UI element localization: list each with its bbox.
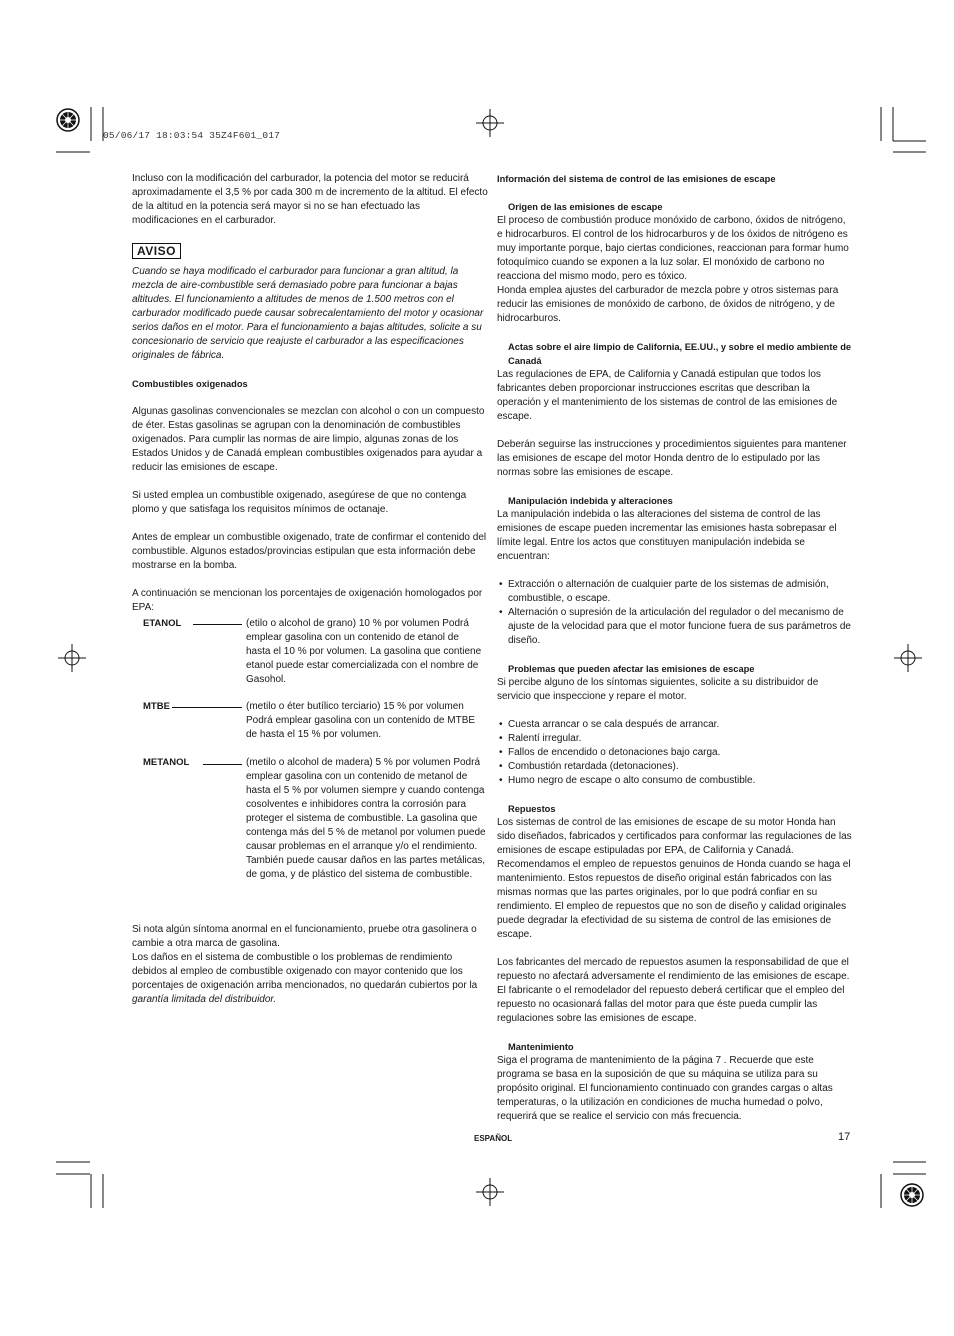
repuestos-paragraph-1: Los sistemas de control de las emisiones de escape de su motor Honda han sido diseñados, fabricados y certificados para conformar las regulaciones de las emisiones de escape estipuladas por EPA, de California y Canadá. Recomendamos el empleo de repuestos genuinos de Honda cuando se haga el mantenimiento. Estos repuestos de diseño original están fabricados con las mismas normas que las partes originales, por lo que podrá confiar en su rendimiento. El empleo de repuestos que no son de diseño y calidad originales puede degradar la efectividad de su sistema de control de las emisiones de escape.: [497, 817, 852, 940]
fuel-name-metanol: METANOL: [143, 757, 190, 768]
manip-paragraph: La manipulación indebida o las alteraciones del sistema de control de las emisiones de escape pueden incrementar las emisiones hasta sobrepasar el límite legal. Entre los actos que constituyen manipulación indebida se encuentran:: [497, 509, 837, 562]
actas-paragraph-2: Deberán seguirse las instrucciones y procedimientos siguientes para mantener las emisiones de escape del motor Honda dentro de lo estipulado por las normas sobre las emisiones de escape.: [497, 439, 847, 478]
oxy-paragraph-4: A continuación se mencionan los porcentajes de oxigenación homologados por EPA:: [132, 588, 483, 613]
oxy-paragraph-1: Algunas gasolinas convencionales se mezclan con alcohol o con un compuesto de éter. Estas gasolinas se agrupan con la denominación de combustibles oxigenados. Para cumplir las normas de aire limpio, algunas zonas de los Estados Unidos y de Canadá emplean combustibles oxigenados para ayudar a reducir las emisiones de escape.: [132, 406, 485, 473]
left-column: [132, 172, 488, 615]
final-paragraph-2: [132, 951, 488, 1007]
oxy-paragraph-2: Si usted emplea un combustible oxigenado, asegúrese de que no contenga plomo y que satisfaga los requisitos mínimos de octanaje.: [132, 490, 467, 515]
problemas-bullet: • Ralentí irregular.: [497, 732, 853, 746]
repuestos-paragraph-2: Los fabricantes del mercado de repuestos asumen la responsabilidad de que el repuesto no afectará adversamente el rendimiento de las emisiones de escape. El fabricante o el remodelador del repuesto deberá certificar que el empleo del repuesto no ocasionará fallas del motor para que éste pueda cumplir las regulaciones sobre las emisiones de escape.: [497, 957, 850, 1024]
right-column: [497, 172, 853, 1124]
aviso-label: AVISO: [132, 243, 181, 259]
manip-bullet: • Extracción o alternación de cualquier parte de los sistemas de admisión, combustible, o escape.: [497, 578, 853, 606]
page-number: 17: [838, 1131, 851, 1143]
fuel-name-mtbe: MTBE: [143, 701, 170, 712]
oxy-heading: Combustibles oxigenados: [132, 379, 248, 389]
starburst-mark-top-left: [57, 109, 79, 131]
fuel-text-mtbe: (metilo o éter butílico terciario) 15 % por volumen Podrá emplear gasolina con un contenido de MTBE de hasta el 15 % por volumen.: [246, 701, 476, 740]
aviso-text: Cuando se haya modificado el carburador para funcionar a gran altitud, la mezcla de aire-combustible será demasiado pobre para funcionar a bajas altitudes. El funcionamiento a altitudes de menos de 1.500 metros con el carburador modificado puede causar sobrecalentamiento del motor y ocasionar serios daños en el motor. Para el funcionamiento a bajas altitudes, solicite a su concesionario de servicio que reajuste el carburador a las especificaciones originales de fábrica.: [132, 266, 484, 361]
mantenimiento-paragraph: Siga el programa de mantenimiento de la página 7 . Recuerde que este programa se basa en la suposición de que su máquina se utiliza para su propósito original. El funcionamiento continuado con grandes cargas o altas temperaturas, o la utilización en condiciones de mucha humedad o polvo, requerirá que se realice el servicio con más frecuencia.: [497, 1055, 833, 1122]
repuestos-heading: Repuestos: [508, 804, 556, 814]
starburst-mark-bottom-right: [901, 1184, 923, 1206]
print-stamp: 05/06/17 18:03:54 35Z4F601_017: [103, 130, 281, 141]
problemas-bullet: • Humo negro de escape o alto consumo de combustible.: [497, 774, 853, 788]
problemas-bullet: • Fallos de encendido o detonaciones bajo carga.: [497, 746, 853, 760]
problemas-bullet: • Combustión retardada (detonaciones).: [497, 760, 853, 774]
actas-paragraph-1: Las regulaciones de EPA, de California y Canadá estipulan que todos los fabricantes deben proporcionar instrucciones escritas que describan la operación y el mantenimiento de los sistemas de control de las emisiones de escape.: [497, 369, 838, 422]
actas-heading: Actas sobre el aire limpio de California, EE.UU., y sobre el medio ambiente de Canadá: [508, 342, 852, 366]
manip-heading: Manipulación indebida y alteraciones: [508, 496, 673, 506]
problemas-heading: Problemas que pueden afectar las emisiones de escape: [508, 664, 755, 674]
problemas-paragraph: Si percibe alguno de los síntomas siguientes, solicite a su distribuidor de servicio que inspeccione y repare el motor.: [497, 677, 819, 702]
oxy-paragraph-3: Antes de emplear un combustible oxigenado, trate de confirmar el contenido del combustible. Algunos estados/provincias estipulan que esta información debe mostrarse en la bomba.: [132, 532, 487, 571]
manip-bullet: • Alternación o supresión de la articulación del regulador o del mecanismo de ajuste de la velocidad para que el motor funcione fuera de sus parámetros de diseño.: [497, 606, 853, 648]
origen-heading: Origen de las emisiones de escape: [508, 202, 663, 212]
problemas-bullet: • Cuesta arrancar o se cala después de arrancar.: [497, 718, 853, 732]
warranty-term: garantía limitada del distribuidor.: [132, 994, 277, 1005]
fuel-text-etanol: (etilo o alcohol de grano) 10 % por volumen Podrá emplear gasolina con un contenido de etanol de hasta el 10 % por volumen. La gasolina que contiene etanol puede estar comercializada con el nombre de Gasohol.: [246, 618, 482, 685]
mantenimiento-heading: Mantenimiento: [508, 1042, 574, 1052]
emissions-heading: Información del sistema de control de las emisiones de escape: [497, 174, 776, 184]
final-paragraph-1: Si nota algún síntoma anormal en el funcionamiento, pruebe otra gasolinera o cambie a otra marca de gasolina.: [132, 924, 477, 949]
leader-line: [172, 707, 242, 708]
leader-line: [193, 624, 242, 625]
fuel-text-metanol: (metilo o alcohol de madera) 5 % por volumen Podrá emplear gasolina con un contenido de metanol de hasta el 5 % por volumen siempre y cuando contenga cosolventes e inhibidores contra la corrosión para proteger el sistema de combustible. La gasolina que contenga más del 5 % de metanol por volumen puede causar problemas en el arranque y/o el rendimiento. También puede causar daños en las partes metálicas, de goma, y de plástico del sistema de combustible.: [246, 757, 486, 880]
footer-language: ESPAÑOL: [474, 1134, 513, 1143]
fuel-name-etanol: ETANOL: [143, 618, 182, 629]
origen-paragraph-2: Honda emplea ajustes del carburador de mezcla pobre y otros sistemas para reducir las emisiones de monóxido de carbono, de óxidos de nitrógeno, y de hidrocarburos.: [497, 285, 839, 324]
intro-paragraph: Incluso con la modificación del carburador, la potencia del motor se reducirá aproximadamente el 3,5 % por cada 300 m de incremento de la altitud. El efecto de la altitud en la potencia será mayor si no se han efectuado las modificaciones en el carburador.: [132, 173, 488, 226]
left-final: [132, 923, 488, 1007]
leader-line: [203, 764, 242, 765]
final-paragraph-2-text: Los daños en el sistema de combustible o los problemas de rendimiento debidos al empleo de combustible oxigenado con mayor contenido que los porcentajes de oxigenación arriba mencionados, no quedarán cubiertos por la: [132, 952, 478, 991]
origen-paragraph-1: El proceso de combustión produce monóxido de carbono, óxidos de nitrógeno, e hidrocarburos. El control de los hidrocarburos y de los óxidos de nitrógeno es muy importante porque, bajo ciertas condiciones, reaccionan para formar humo fotoquímico cuando se exponen a la luz solar. El monóxido de carbono no reacciona del mismo modo, pero es tóxico.: [497, 215, 849, 282]
